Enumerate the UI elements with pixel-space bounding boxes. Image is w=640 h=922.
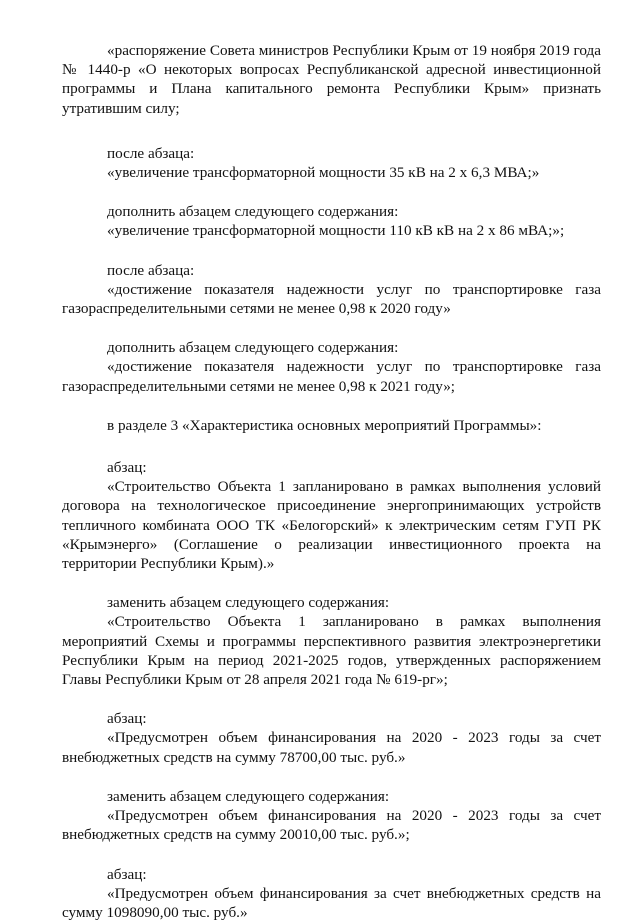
section-3-heading: в разделе 3 «Характеристика основных мероприятий Программы»: — [107, 416, 542, 434]
instruction-replace-paragraph: заменить абзацем следующего содержания: — [107, 787, 390, 805]
instruction-add-paragraph: дополнить абзацем следующего содержания: — [107, 203, 399, 221]
instruction-add-paragraph: дополнить абзацем следующего содержания: — [107, 339, 399, 357]
paragraph-gas-2021: «достижение показателя надежности услуг по транспортировке газа газораспределительными сетями не менее 0,98 к 2021 году»; — [62, 358, 601, 395]
paragraph-110kv: «увеличение трансформаторной мощности 110 кВ кВ на 2 х 86 мВА;»; — [107, 222, 565, 240]
paragraph-financing-old: «Предусмотрен объем финансирования на 2020 - 2023 годы за счет внебюджетных средств на сумму 78700,00 тыс. руб.» — [62, 729, 601, 766]
instruction-paragraph: абзац: — [107, 865, 147, 883]
instruction-paragraph: абзац: — [107, 459, 147, 477]
paragraph-35kv: «увеличение трансформаторной мощности 35 кВ на 2 х 6,3 МВА;» — [107, 164, 540, 182]
instruction-replace-paragraph: заменить абзацем следующего содержания: — [107, 594, 390, 612]
paragraph-object1-old: «Строительство Объекта 1 запланировано в рамках выполнения условий договора на технологическое присоединение энергопринимающих устройств тепличного комбината ООО ТК «Белогорский» к электрическим сетям ГУП РК «Крымэнерго» (Соглашение о реализации инвестиционного проекта на территории Республики Крым).» — [62, 478, 601, 573]
instruction-after-paragraph: после абзаца: — [107, 144, 195, 162]
instruction-after-paragraph: после абзаца: — [107, 261, 195, 279]
instruction-paragraph: абзац: — [107, 710, 147, 728]
paragraph-gas-2020: «достижение показателя надежности услуг по транспортировке газа газораспределительными сетями не менее 0,98 к 2020 году» — [62, 280, 601, 318]
paragraph-object1-new: «Строительство Объекта 1 запланировано в рамках выполнения мероприятий Схемы и программы перспективного развития электроэнергетики Республики Крым на период 2021-2025 годов, утвержденных распоряжением Главы Республики Крым от 28 апреля 2021 года № 619-рг»; — [62, 613, 601, 689]
paragraph-financing-total: «Предусмотрен объем финансирования за счет внебюджетных средств на сумму 1098090,00 тыс. руб.» — [62, 884, 601, 921]
document-page — [62, 41, 601, 922]
paragraph-financing-new: «Предусмотрен объем финансирования на 2020 - 2023 годы за счет внебюджетных средств на сумму 20010,00 тыс. руб.»; — [62, 807, 601, 844]
paragraph-repeal-order: «распоряжение Совета министров Республики Крым от 19 ноября 2019 года № 1440-р «О некоторых вопросах Республиканской адресной инвестиционной программы и Плана капитального ремонта Республики Крым» признать утратившим силу; — [62, 42, 601, 117]
